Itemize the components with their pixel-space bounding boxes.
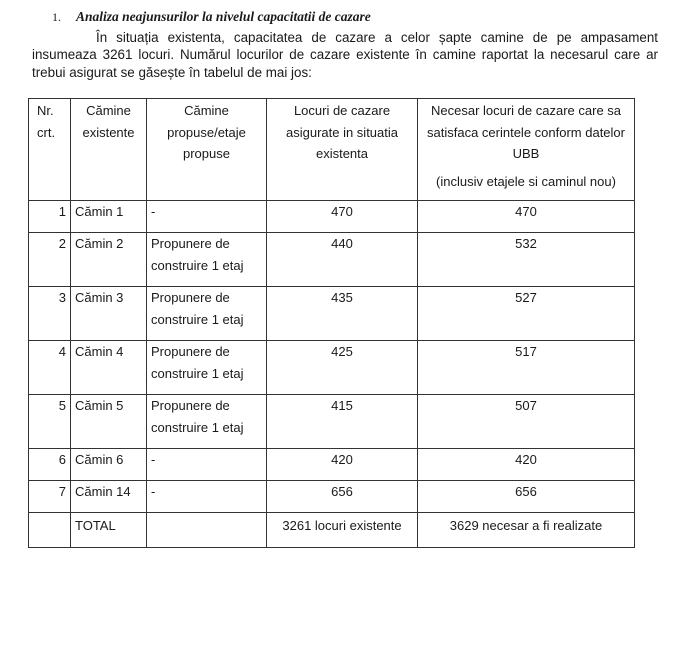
header-locuri: Locuri de cazare asigurate in situatia existenta	[267, 99, 418, 201]
row-propunere: -	[147, 449, 267, 481]
row-camin: Cămin 2	[71, 233, 147, 287]
row-necesar: 656	[418, 481, 635, 513]
header-camine: Cămine existente	[71, 99, 147, 201]
header-necesar	[418, 99, 635, 201]
row-propunere: -	[147, 481, 267, 513]
table-row	[29, 233, 635, 287]
row-nr: 2	[29, 233, 71, 287]
row-necesar: 470	[418, 201, 635, 233]
row-propunere: Propunere de construire 1 etaj	[147, 341, 267, 395]
row-camin: Cămin 5	[71, 395, 147, 449]
row-propunere: Propunere de construire 1 etaj	[147, 395, 267, 449]
row-propunere: Propunere de construire 1 etaj	[147, 233, 267, 287]
row-necesar: 517	[418, 341, 635, 395]
header-necesar-text: Necesar locuri de cazare care sa satisfaca cerintele conform datelor UBB	[427, 103, 625, 161]
table-total-row	[29, 513, 635, 548]
row-camin: Cămin 14	[71, 481, 147, 513]
row-necesar: 507	[418, 395, 635, 449]
row-necesar: 527	[418, 287, 635, 341]
section-title: Analiza neajunsurilor la nivelul capacitatii de cazare	[76, 9, 371, 24]
header-nr: Nr. crt.	[29, 99, 71, 201]
total-label: TOTAL	[71, 513, 147, 548]
row-locuri: 440	[267, 233, 418, 287]
row-locuri: 415	[267, 395, 418, 449]
row-nr: 5	[29, 395, 71, 449]
row-nr: 4	[29, 341, 71, 395]
table-row	[29, 341, 635, 395]
table-row	[29, 395, 635, 449]
row-propunere: -	[147, 201, 267, 233]
row-nr: 6	[29, 449, 71, 481]
row-camin: Cămin 1	[71, 201, 147, 233]
section-number: 1.	[52, 10, 61, 24]
row-locuri: 656	[267, 481, 418, 513]
header-propuse: Cămine propuse/etaje propuse	[147, 99, 267, 201]
row-locuri: 420	[267, 449, 418, 481]
row-camin: Cămin 4	[71, 341, 147, 395]
row-nr: 3	[29, 287, 71, 341]
row-propunere: Propunere de construire 1 etaj	[147, 287, 267, 341]
row-locuri: 425	[267, 341, 418, 395]
row-nr: 7	[29, 481, 71, 513]
table-row	[29, 481, 635, 513]
blank-page-area	[0, 560, 687, 646]
row-camin: Cămin 3	[71, 287, 147, 341]
section-heading	[52, 9, 371, 25]
row-camin: Cămin 6	[71, 449, 147, 481]
row-locuri: 470	[267, 201, 418, 233]
table-row	[29, 449, 635, 481]
total-necesar: 3629 necesar a fi realizate	[418, 513, 635, 548]
table-row	[29, 201, 635, 233]
table-header-row	[29, 99, 635, 201]
row-locuri: 435	[267, 287, 418, 341]
row-necesar: 532	[418, 233, 635, 287]
row-necesar: 420	[418, 449, 635, 481]
intro-paragraph	[32, 29, 658, 81]
row-nr: 1	[29, 201, 71, 233]
table-row	[29, 287, 635, 341]
capacity-table	[28, 98, 635, 548]
total-locuri: 3261 locuri existente	[267, 513, 418, 548]
intro-text: În situația existenta, capacitatea de cazare a celor șapte camine de pe ampasament insumeaza 3261 locuri. Numărul locurilor de cazare existente în camine raportat la necesarul care ar trebui asigurat se găsește în tabelul de mai jos:	[32, 30, 658, 80]
header-necesar-note: (inclusiv etajele si caminul nou)	[436, 173, 616, 189]
